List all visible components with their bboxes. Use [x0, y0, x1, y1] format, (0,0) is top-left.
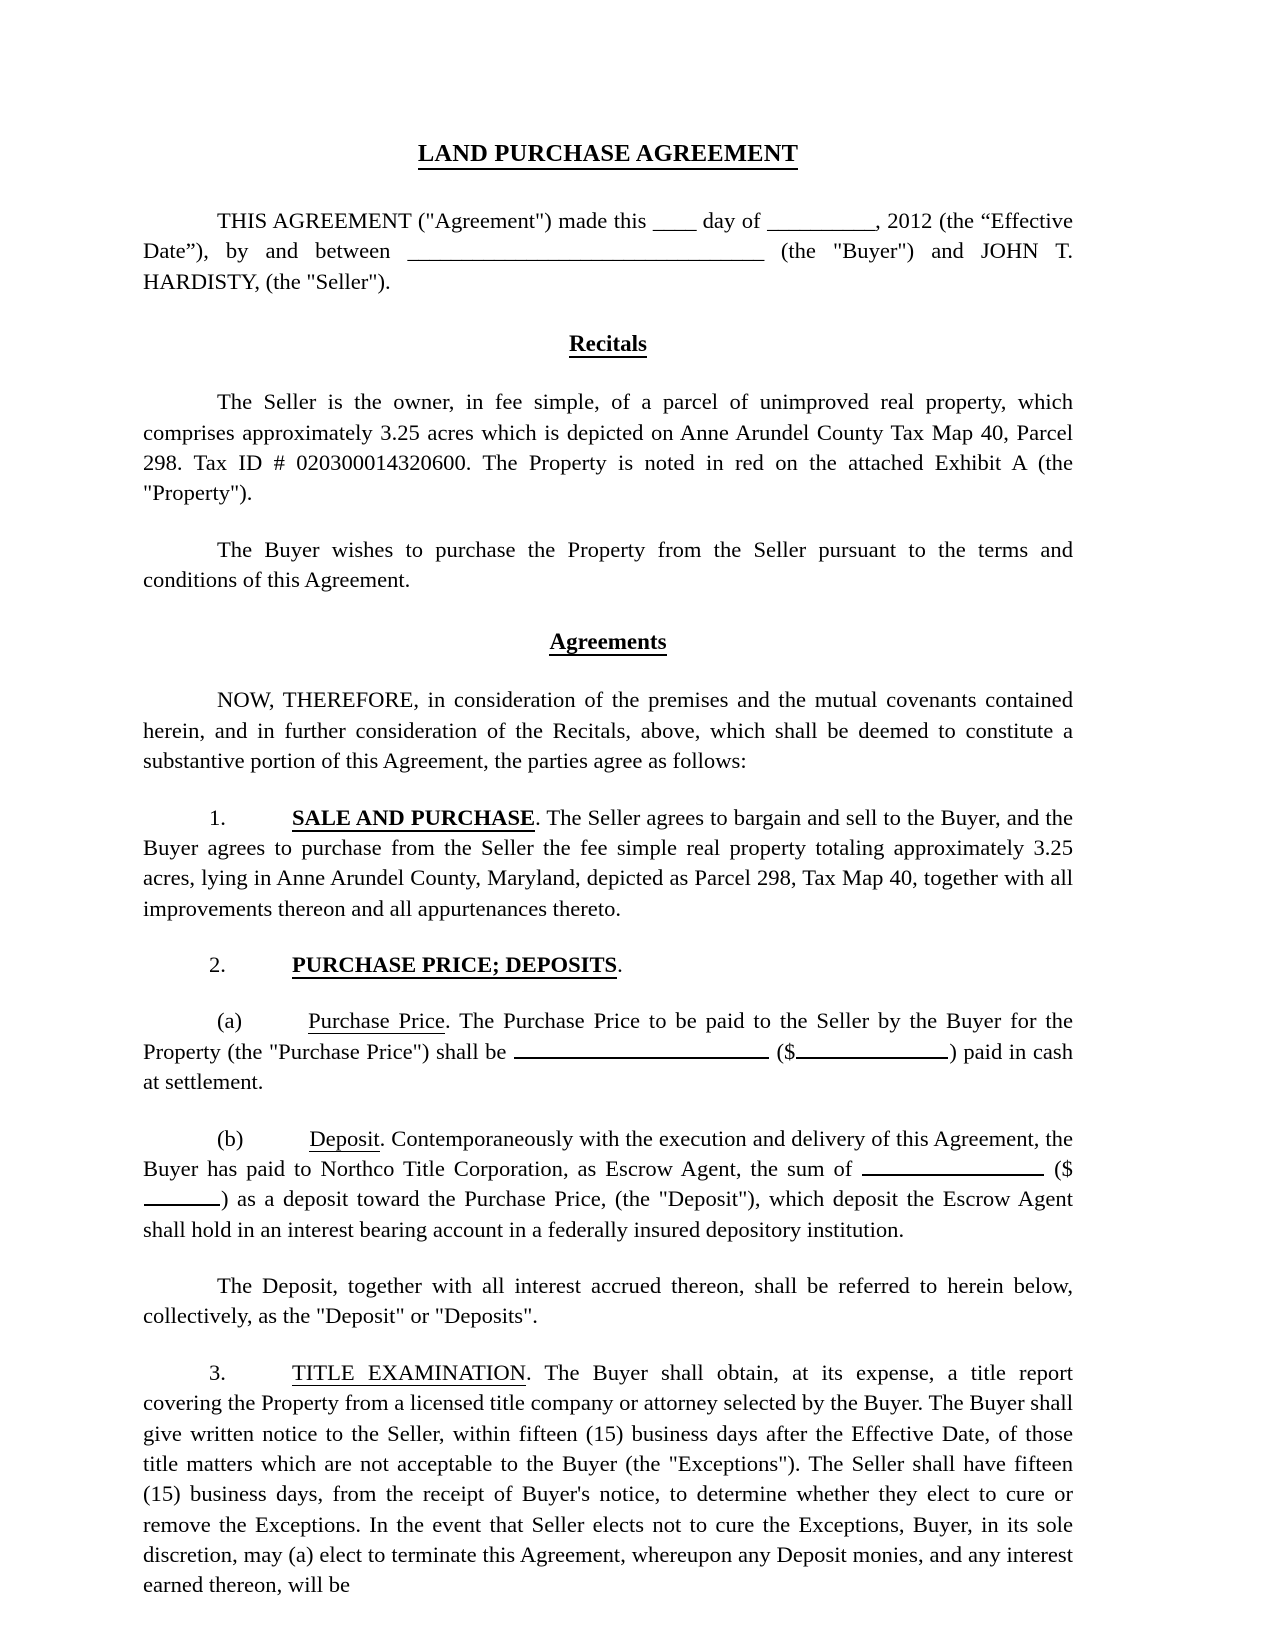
- section-3-heading: TITLE EXAMINATION: [291, 1359, 526, 1385]
- section-3: [143, 1358, 1073, 1601]
- subsection-2b: [143, 1124, 1073, 1246]
- preamble-paragraph: [143, 206, 1073, 297]
- section-1-body: . The Seller agrees to bargain and sell to the Buyer, and the Buyer agrees to purchase from the Seller the fee simple real property totaling approximately 3.25 acres, lying in Anne Arundel County, Maryland, depicted as Parcel 298, Tax Map 40, together with all improvements thereon and all appurtenances thereto.: [143, 804, 1073, 921]
- subsection-b-heading: Deposit: [309, 1125, 380, 1151]
- blank-month: __________: [767, 208, 876, 233]
- section-1-number: 1.: [209, 804, 226, 830]
- now-therefore-paragraph: [143, 685, 1073, 776]
- subsection-b-label: (b): [217, 1125, 244, 1151]
- preamble-text-d: (the "Buyer") and JOHN T. HARDISTY, (the "Seller").: [143, 238, 1073, 294]
- page-title: [143, 140, 1073, 168]
- page-title-text: LAND PURCHASE AGREEMENT: [418, 140, 798, 170]
- preamble-text-c: , 2012 (the “Effective Date”), by and between: [143, 208, 1074, 264]
- document-body: [143, 140, 1073, 1627]
- preamble-text-b: day of: [696, 208, 768, 233]
- deposit-definition-paragraph: [143, 1271, 1073, 1332]
- recital-paragraph-2: [143, 535, 1073, 596]
- subsection-2a: [143, 1006, 1073, 1097]
- section-2-heading: PURCHASE PRICE; DEPOSITS: [291, 952, 618, 977]
- blank-buyer-name: _________________________________: [407, 238, 764, 264]
- subsection-a-text-c: ) paid in cash at settlement.: [143, 1038, 1073, 1095]
- recital-1-text: The Seller is the owner, in fee simple, of a parcel of unimproved real property, which comprises approximately 3.25 acres which is depicted on Anne Arundel County Tax Map 40, Parcel 298. Tax ID # 020300014320600. The Property is noted in red on the attached Exhibit A (the "Property").: [143, 389, 1073, 506]
- recitals-heading-text: Recitals: [569, 331, 647, 357]
- now-therefore-text: NOW, THEREFORE, in consideration of the premises and the mutual covenants contained herein, and in further consideration of the Recitals, above, which shall be deemed to constitute a substantive portion of this Agreement, the parties agree as follows:: [143, 687, 1073, 774]
- agreements-heading: [143, 629, 1073, 655]
- subsection-a-label: (a): [217, 1008, 243, 1034]
- blank-purchase-price-amount[interactable]: [796, 1038, 948, 1059]
- deposit-definition-text: The Deposit, together with all interest accrued thereon, shall be referred to herein below, collectively, as the "Deposit" or "Deposits".: [143, 1273, 1073, 1329]
- subsection-a-text-b: ($: [769, 1038, 796, 1064]
- subsection-a-heading: Purchase Price: [308, 1008, 445, 1034]
- section-1-heading: SALE AND PURCHASE: [291, 804, 536, 830]
- blank-deposit-words[interactable]: [862, 1155, 1044, 1176]
- subsection-a-text-a: . The Purchase Price to be paid to the Seller by the Buyer for the Property (the "Purchase Price") shall be: [143, 1008, 1073, 1064]
- section-3-body: . The Buyer shall obtain, at its expense, a title report covering the Property from a licensed title company or attorney selected by the Buyer. The Buyer shall give written notice to the Seller, within fifteen (15) business days after the Effective Date, of those title matters which are not acceptable to the Buyer (the "Exceptions"). The Seller shall have fifteen (15) business days, from the receipt of Buyer's notice, to determine whether they elect to cure or remove the Exceptions. In the event that Seller elects not to cure the Exceptions, Buyer, in its sole discretion, may (a) elect to terminate this Agreement, whereupon any Deposit monies, and any interest earned thereon, will be: [143, 1359, 1073, 1598]
- blank-day: ____: [652, 208, 697, 233]
- section-1: [143, 803, 1073, 925]
- section-2-body: .: [617, 952, 623, 977]
- subsection-b-text-a: . Contemporaneously with the execution and delivery of this Agreement, the Buyer has paid to Northco Title Corporation, as Escrow Agent, the sum of: [143, 1125, 1073, 1181]
- section-3-number: 3.: [209, 1359, 226, 1385]
- subsection-b-text-b: ($: [1045, 1155, 1073, 1181]
- subsection-b-text-c: ) as a deposit toward the Purchase Price, (the "Deposit"), which deposit the Escrow Agent shall hold in an interest bearing account in a federally insured depository institution.: [143, 1186, 1073, 1242]
- blank-purchase-price-words[interactable]: [514, 1038, 769, 1059]
- recital-2-text: The Buyer wishes to purchase the Property from the Seller pursuant to the terms and conditions of this Agreement.: [143, 536, 1073, 592]
- recital-paragraph-1: [143, 387, 1073, 509]
- recitals-heading: [143, 331, 1073, 357]
- blank-deposit-amount[interactable]: [144, 1185, 220, 1206]
- section-2-number: 2.: [209, 952, 226, 977]
- section-2: [143, 950, 1073, 980]
- preamble-text-a: THIS AGREEMENT ("Agreement") made this: [217, 208, 653, 233]
- agreements-heading-text: Agreements: [549, 629, 667, 655]
